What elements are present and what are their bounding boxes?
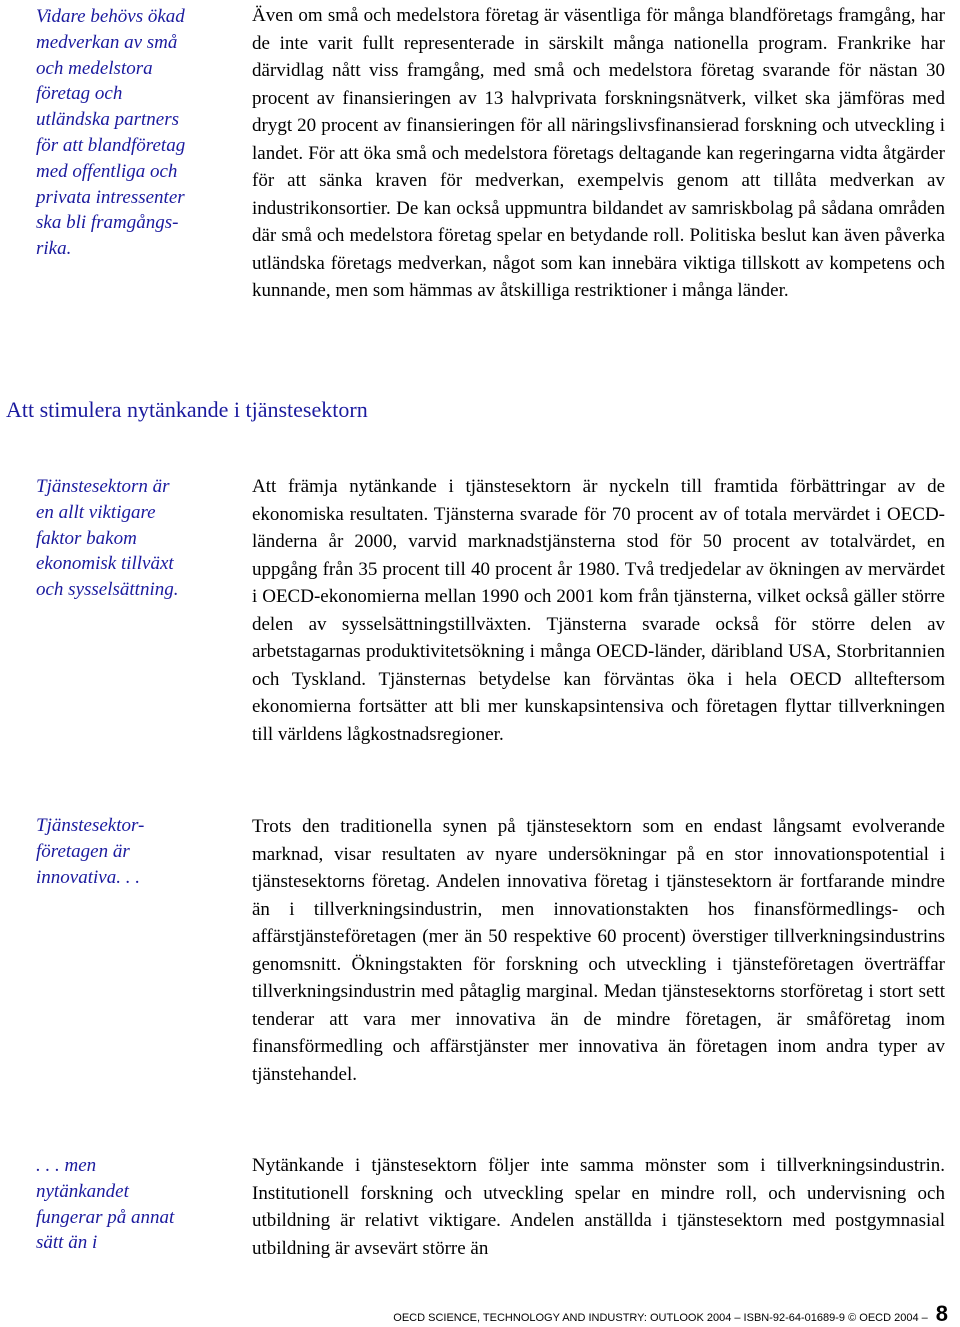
page-footer [393,1301,948,1327]
paragraph-service-sector-value: Att främja nytänkande i tjänstesektorn är nyckeln till framtida förbättringar av de ekonomiska resultaten. Tjänsterna svarade för 70 procent av of totala mervärdet i OECD-länderna år 2000, varvid marknadstjänsterna stod för 50 procent av totalvärdet, en uppgång från 35 procent till 40 procent år 1980. Två tredjedelar av ökningen av mervärdet i OECD-ekonomierna mellan 1990 och 2001 kom från tjänsterna, vilket också gäller större delen av sysselsättningstillväxten. Tjänsterna svarade också för större delen av arbetstagarnas produktivitetsökning i många OECD-länder, däribland USA, Storbritannien och Tyskland. Tjänsternas betydelse kan förväntas öka i hela OECD allteftersom ekonomierna fortsätter att bli mer kunskapsintensiva och företagen flyttar tillverkningen till världens lågkostnadsregioner. [252,476,945,745]
paragraph-innovation-pattern: Nytänkande i tjänstesektorn följer inte samma mönster som i tillverkningsindustrin. Institutionell forskning och utveckling spelar en mindre roll, och undervisning och utbildning är relativt viktigare. Andelen anställda i tjänstesektorn med postgymnasial utbildning är avsevärt större än [252,1155,945,1259]
paragraph-sme-participation: Även om små och medelstora företag är väsentliga för många blandföretags framgång, har de inte varit fullt representerade in särskilt många nationella program. Frankrike har därvidlag nått viss framgång, med små och medelstora företag svarande för nästan 30 procent av finansieringen av 13 halvprivata forskningsnätverk, vilket ska jämföras med drygt 20 procent av finansieringen för all näringslivsfinansierad forskning och utveckling i landet. För att öka små och medelstora företags deltagande kan regeringarna vidta åtgärder för att sänka kraven för medverkan, exempelvis genom att tillåta medverkan av industrikonsortier. De kan också uppmuntra bildandet av samriskbolag på sådana områden där små och medelstora företag spelar en betydande roll. Politiska beslut kan även påverka utländska företags medverkan, något som kan innebära viktiga tillskott av kompetens och kunnande, men som hämmas av åtskilliga restriktioner i många länder. [252,5,945,301]
margin-note-service-firms-innovative: Tjänstesektor-företagen är innovativa. . . [36,815,145,888]
section-heading: Att stimulera nytänkande i tjänstesektorn [6,397,368,422]
margin-note-service-sector-growth: Tjänstesektorn är en allt viktigare faktor bakom ekonomisk tillväxt och sysselsättning. [36,476,179,601]
paragraph-service-innovation: Trots den traditionella synen på tjänstesektorn som en endast långsamt evolverande marknad, visar resultaten av nyare undersökningar på en stor innovationspotential i tjänstesektorns företag. Andelen innovativa företag i tjänstesektorn är fortfarande mindre än i tillverkningsindustrin, men innovationstakten hos finansförmedlings- och affärstjänsteföretagen (mer än 50 respektive 60 procent) överstiger tillverkningsindustrins genomsnitt. Ökningstakten för forskning och utveckling i tjänsteföretagen överträffar tillverkningsindustrin med påtaglig marginal. Medan tjänstesektorns storföretag i stort sett tenderar att vara mer innovativa än de mindre företagen, är småföretag inom finansförmedling och affärstjänster mer innovativa än företagen inom andra typer av tjänstehandel. [252,816,945,1085]
margin-note-sme-participation: Vidare behövs ökad medverkan av små och medelstora företag och utländska partners för att blandföretag med offentliga och privata intressenter ska bli framgångs-rika. [36,6,186,260]
margin-note-innovation-differs: . . . men nytänkandet fungerar på annat sätt än i [36,1155,175,1254]
page-number: 8 [935,1301,948,1326]
footer-citation: OECD SCIENCE, TECHNOLOGY AND INDUSTRY: OUTLOOK 2004 – ISBN-92-64-01689-9 © OECD 2004 – [393,1312,928,1324]
